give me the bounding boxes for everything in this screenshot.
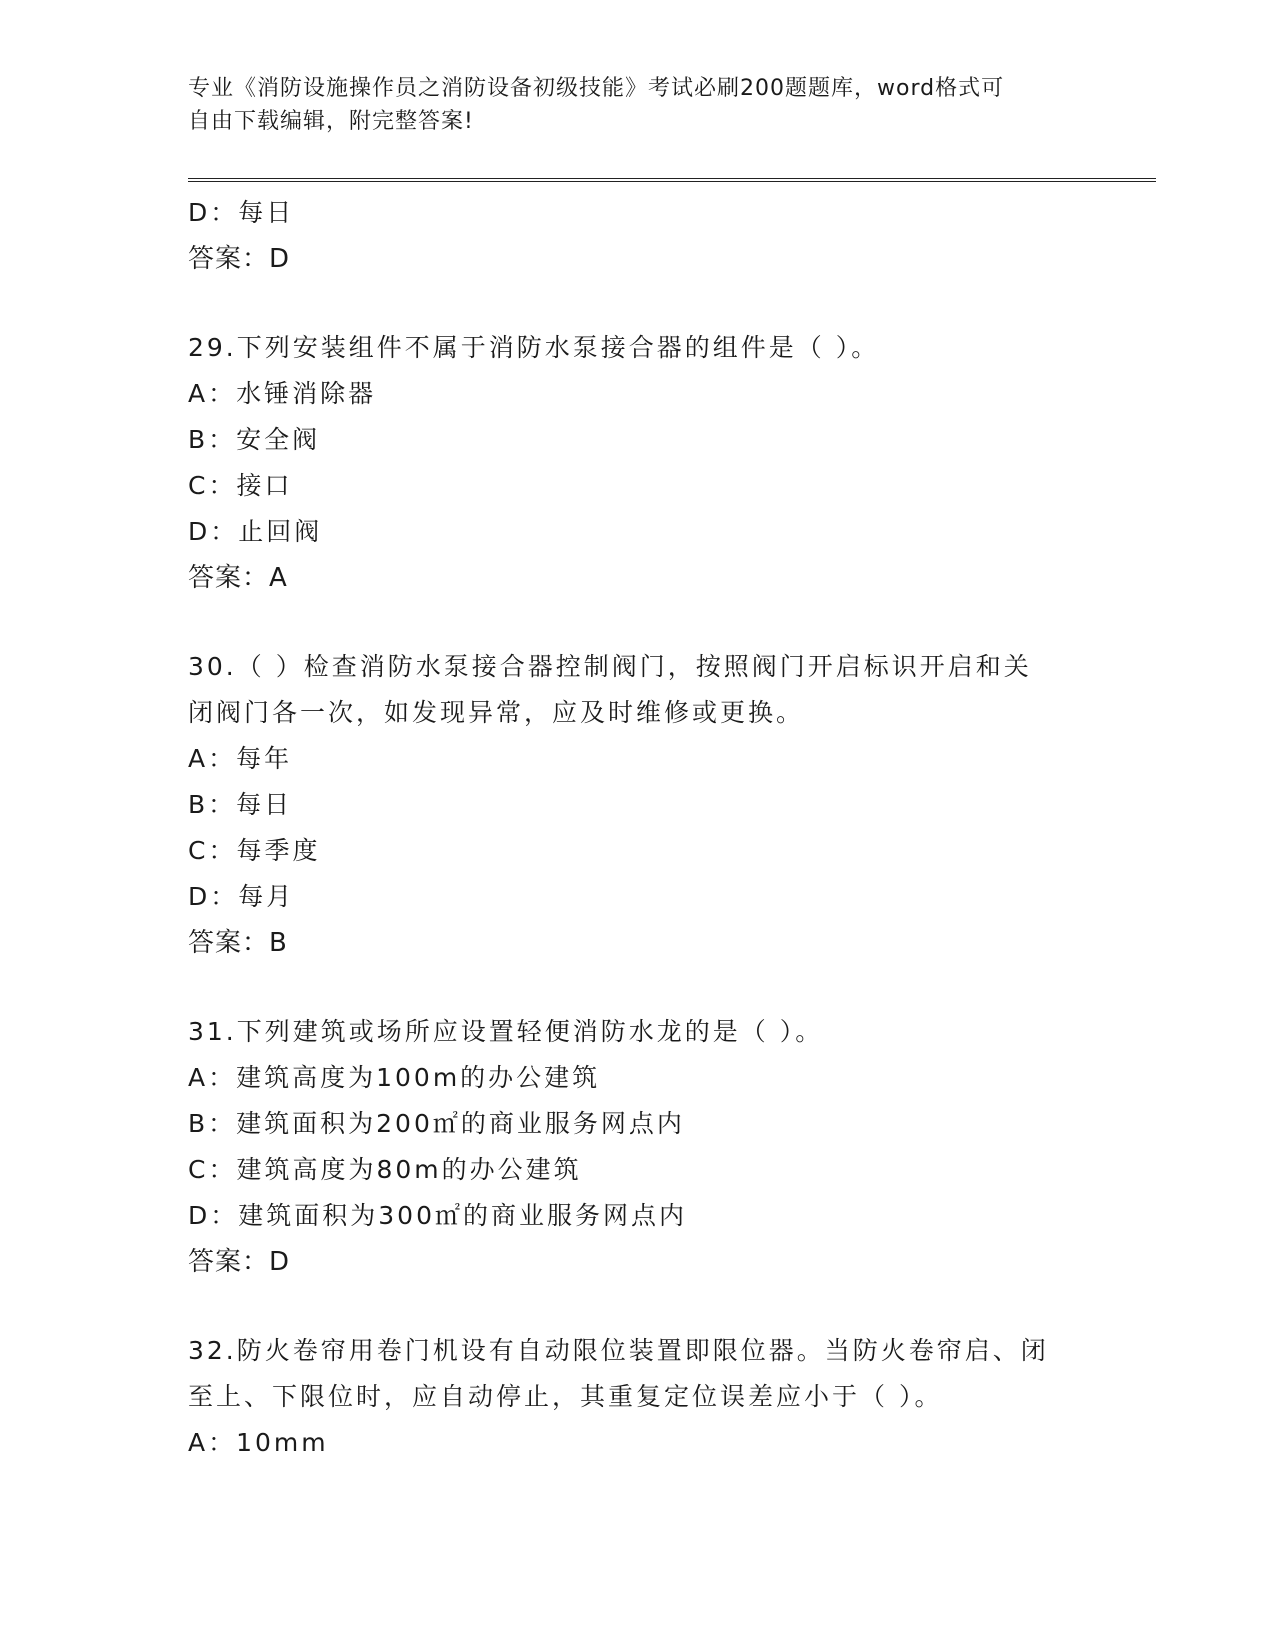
option-b: B：建筑面积为200㎡的商业服务网点内 xyxy=(188,1109,685,1138)
option-a: A：建筑高度为100m的办公建筑 xyxy=(188,1063,601,1092)
option-a: A：水锤消除器 xyxy=(188,379,377,408)
option-d: D：建筑面积为300㎡的商业服务网点内 xyxy=(188,1201,687,1230)
answer-line: 答案：D xyxy=(188,244,291,274)
question-stem: 31.下列建筑或场所应设置轻便消防水龙的是（ ）。 xyxy=(188,1017,824,1046)
answer-line: 答案：A xyxy=(188,563,288,593)
question-stem: 29.下列安装组件不属于消防水泵接合器的组件是（ ）。 xyxy=(188,333,880,362)
question-30 xyxy=(188,644,1088,966)
header-divider xyxy=(188,178,1156,182)
option-a: A：每年 xyxy=(188,744,293,773)
header-line-2: 自由下载编辑，附完整答案! xyxy=(188,109,474,134)
option-c: C：建筑高度为80m的办公建筑 xyxy=(188,1155,582,1184)
option-a: A：10mm xyxy=(188,1428,329,1457)
option-d: D：止回阀 xyxy=(188,517,323,546)
option-c: C：接口 xyxy=(188,471,293,500)
option-d: D：每日 xyxy=(188,198,295,227)
answer-line: 答案：D xyxy=(188,1247,291,1277)
option-b: B：每日 xyxy=(188,790,293,819)
option-d: D：每月 xyxy=(188,882,295,911)
option-b: B：安全阀 xyxy=(188,425,321,454)
question-32 xyxy=(188,1328,1088,1466)
question-stem: 30.（ ）检查消防水泵接合器控制阀门，按照阀门开启标识开启和关 xyxy=(188,652,1032,681)
question-31 xyxy=(188,1009,1088,1285)
question-list xyxy=(188,190,1088,1466)
question-stem-continued: 至上、下限位时，应自动停止，其重复定位误差应小于（ ）。 xyxy=(188,1382,943,1411)
question-stem-continued: 闭阀门各一次，如发现异常，应及时维修或更换。 xyxy=(188,698,805,727)
question-29 xyxy=(188,325,1088,601)
option-c: C：每季度 xyxy=(188,836,321,865)
answer-line: 答案：B xyxy=(188,928,288,958)
document-header xyxy=(188,72,1068,138)
header-line-1: 专业《消防设施操作员之消防设备初级技能》考试必刷200题题库，word格式可 xyxy=(188,76,1005,101)
question-stem: 32.防火卷帘用卷门机设有自动限位装置即限位器。当防火卷帘启、闭 xyxy=(188,1336,1049,1365)
